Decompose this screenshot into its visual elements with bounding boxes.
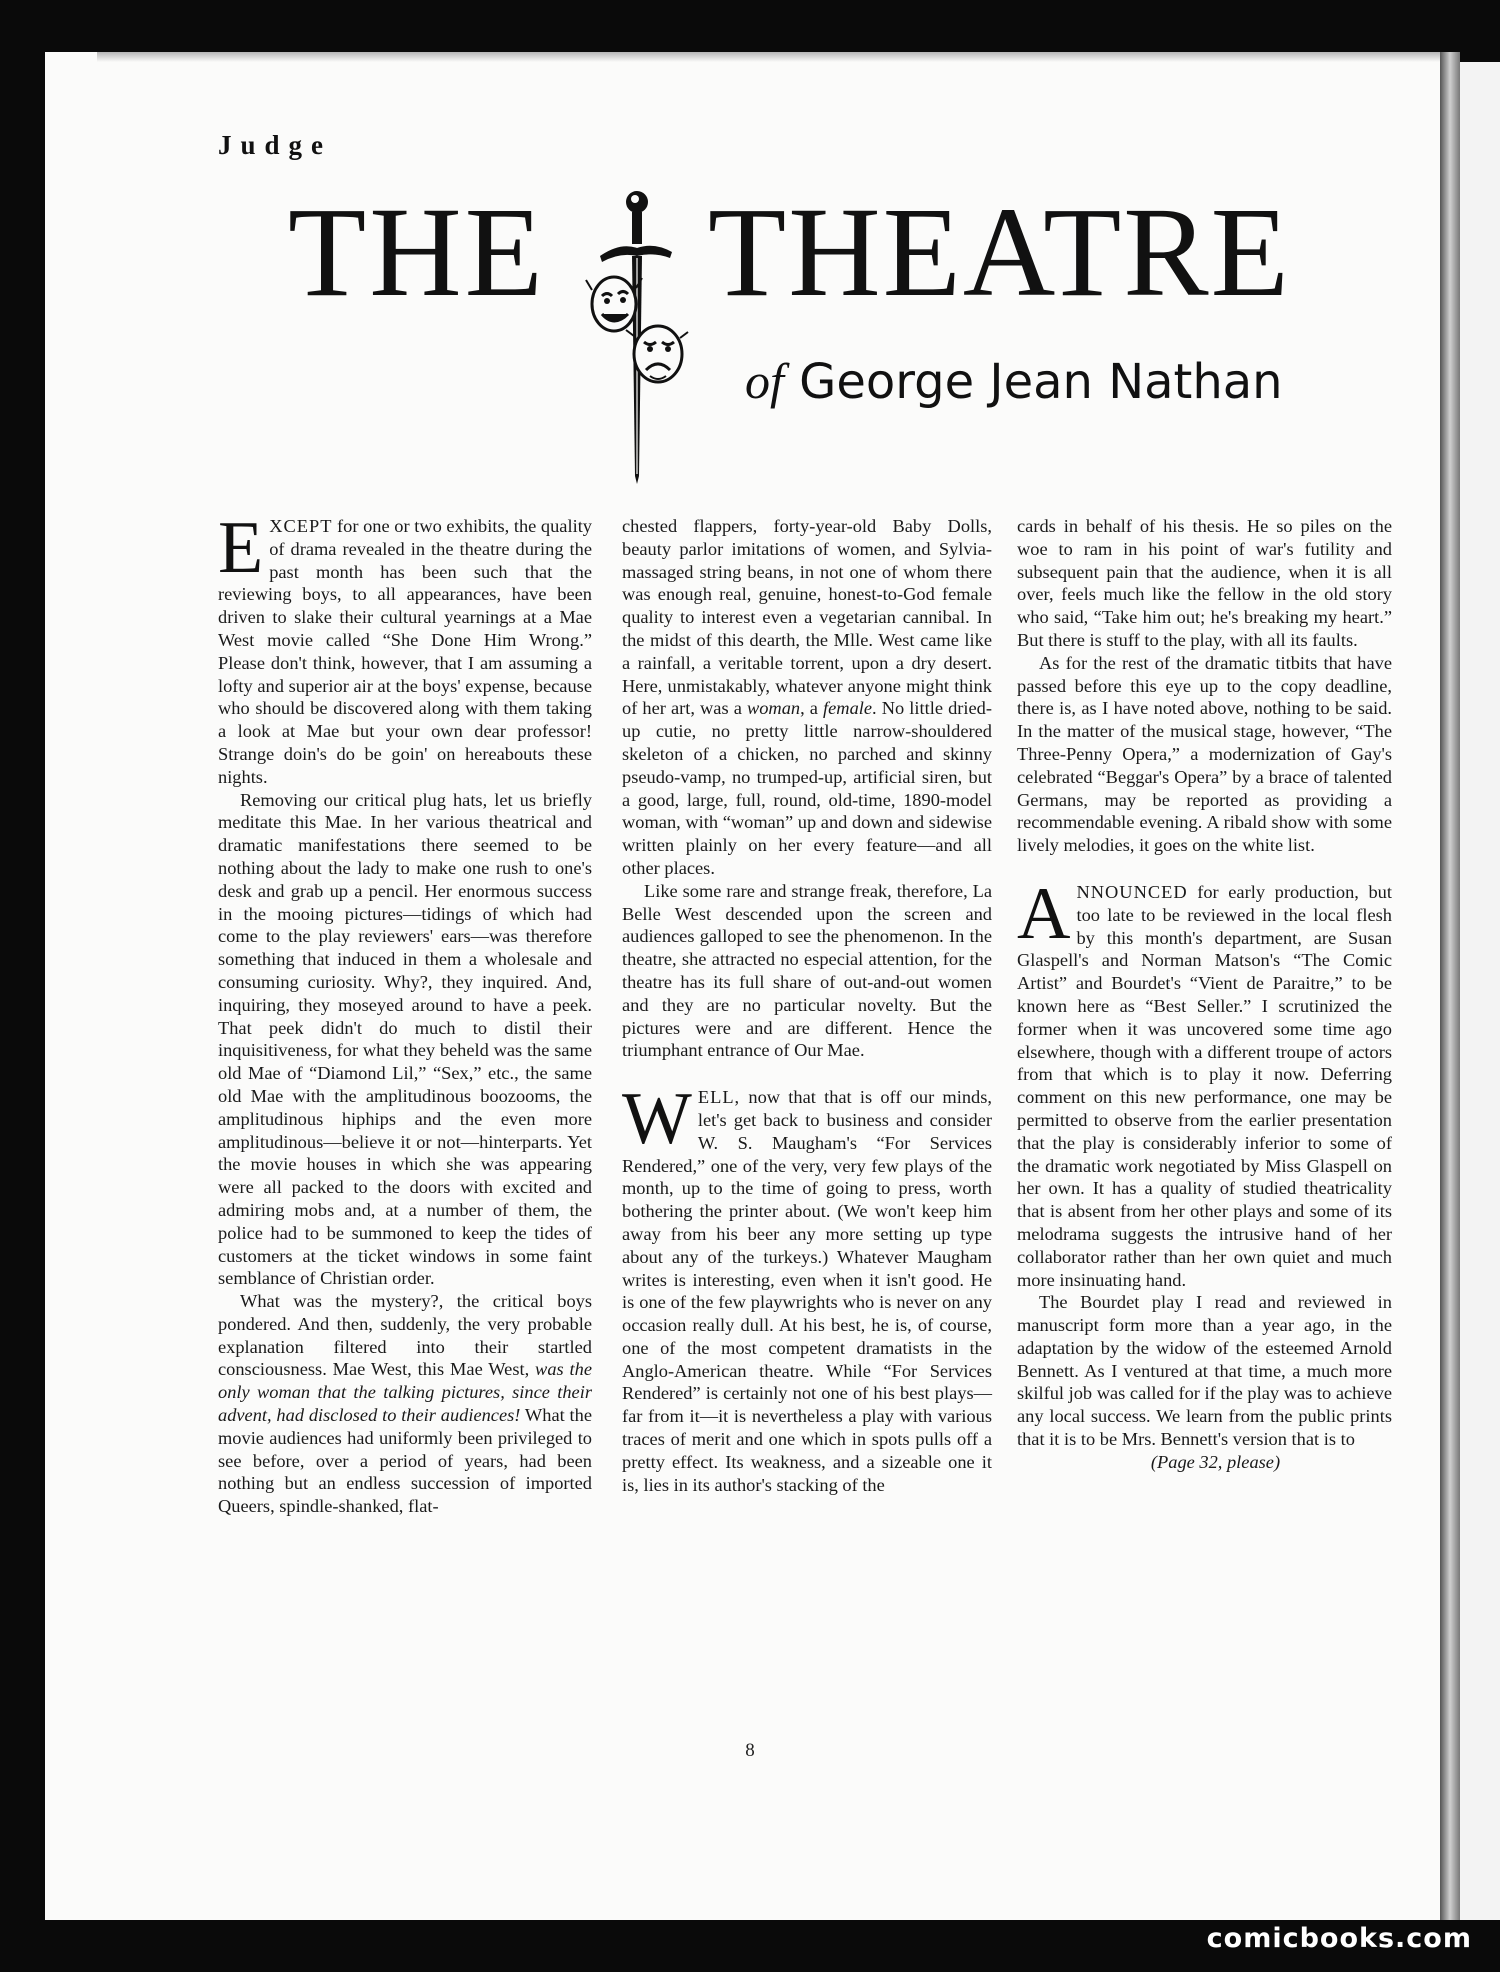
binding-spine bbox=[1440, 52, 1460, 1920]
paragraph bbox=[218, 1290, 592, 1518]
lead-in: NNOUNCED bbox=[1076, 881, 1188, 902]
italic-text: woman bbox=[746, 698, 801, 719]
facing-page-edge bbox=[1460, 62, 1500, 1920]
section-break bbox=[1017, 857, 1392, 881]
paragraph-text: , a bbox=[800, 698, 824, 719]
paragraph bbox=[622, 515, 992, 880]
paragraph bbox=[622, 1078, 992, 1496]
paragraph-text: for early production, but too late to be reviewed in the local flesh by this month's department, are Susan Glaspell's and Norman Matson's “The Comic Artist” and Bourdet's “Vient de Paraitre,” to be known here as “Best Seller.” I scrutinized the former when it was uncovered some time ago elsewhere, though with a different troupe of actors from that which is to play it now. Deferring comment on this new performance, one may be permitted to observe from the earlier presentation that the play is considerably inferior to some of the dramatic work negotiated by Miss Glaspell on her own. It has a quality of studied theatricality that is absent from her other plays and some of its melodrama suggests the intrusive hand of her collaborator rather than her own quiet and much more insinuating hand. bbox=[1017, 881, 1392, 1290]
paragraph bbox=[218, 507, 592, 789]
continued-on-page: (Page 32, please) bbox=[1150, 1451, 1281, 1472]
paragraph-text: What the movie audiences had uniformly been privileged to see before, over a period of years, had been nothing but an endless succession of imported Queers, spindle-shanked, flat- bbox=[218, 1405, 593, 1517]
paragraph-text: for one or two exhibits, the quality of drama revealed in the theatre during the past month has been such that the reviewing boys, to all appearances, have been driven to slake their cultural yearnings at a Mae West movie called “She Done Him Wrong.” Please don't think, however, that I am assuming a lofty and superior air at the boys' expense, because who should be discovered along with them taking a look at Mae but your own dear professor! Strange doin's do be goin' on hereabouts these nights. bbox=[218, 516, 592, 787]
lead-in: ELL, bbox=[697, 1087, 741, 1108]
paragraph bbox=[1017, 872, 1392, 1291]
paragraph-text: chested flappers, forty-year-old Baby Dolls, beauty parlor imitations of women, and Sylvia-massaged string beans, in not one of whom there was enough real, genuine, honest-to-God female quality to interest even a vegetarian cannibal. In the midst of this dearth, the Mlle. West came like a rainfall, a veritable torrent, upon a dry desert. Here, unmistakably, whatever anyone might think of her art, was a bbox=[622, 516, 992, 719]
byline-of: of bbox=[745, 353, 784, 409]
magazine-masthead: Judge bbox=[218, 130, 333, 160]
headline-theatre: THEATRE bbox=[708, 181, 1291, 323]
paragraph: Like some rare and strange freak, therefore, La Belle West descended upon the screen and audiences galloped to see the phenomenon. In the theatre, she attracted no especial attention, for the theatre has its full share of out-and-out women and they are no particular novelty. But the pictures were and are different. Hence the triumphant entrance of Our Mae. bbox=[622, 880, 992, 1061]
page-number: 8 bbox=[745, 1740, 755, 1761]
paragraph-text: . No little dried-up cutie, no pretty little narrow-shouldered skeleton of a chicken, no parched and skinny pseudo-vamp, no trumped-up, artificial siren, but a good, large, full, round, old-time, 1890-model woman, with “woman” up and down and sidewise written plainly on her every feature—and all other places. bbox=[622, 698, 992, 878]
text-column-1 bbox=[218, 507, 593, 1518]
paragraph: As for the rest of the dramatic titbits that have passed before this eye up to the copy deadline, there is, as I have noted above, nothing to be said. In the matter of the musical stage, however, “The Three-Penny Opera,” a modernization of Gay's celebrated “Beggar's Opera” by a brace of talented Germans, may be reported as providing a recommendable evening. A ribald show with some lively melodies, it goes on the white list. bbox=[1017, 652, 1392, 856]
paragraph-text: now that that is off our minds, let's get back to business and consider W. S. Maugham's “For Services Rendered,” one of the very, very few plays of the month, up to the time of going to press, worth bothering the printer about. (We won't keep him away from his beer any more setting up type about any of the turkeys.) Whatever Maugham writes is interesting, even when it isn't good. He is one of the few playwrights who is never on any occasion really dull. At his best, he is, of course, one of the most competent dramatists in the Anglo-American theatre. While “For Services Rendered” is certainly not one of his best plays—far from it—it is nevertheless a play with various traces of merit and one which in spots pulls off a pretty effect. Its weakness, and a sizeable one it is, lies in its author's stacking of the bbox=[622, 1087, 992, 1495]
lead-in: XCEPT bbox=[269, 516, 333, 536]
byline bbox=[745, 352, 1283, 410]
paragraph: Removing our critical plug hats, let us briefly meditate this Mae. In her various theatrical and dramatic manifestations there seemed to be nothing about the lady to make one rush to one's desk and grab up a pencil. Her enormous success in the mooing pictures—tidings of which had come to the play reviewers' ears—was therefore something that induced in them a wholesale and consuming curiosity. Why?, they inquired. And, inquiring, they moseyed around to have a peek. That peek didn't do much to distil their inquisitiveness, for what they beheld was the same old Mae of “Diamond Lil,” “Sex,” etc., the same old Mae with the amplitudinous boozooms, the amplitudinous hiphips and the even more amplitudinous—believe it or not—hinterparts. Yet the movie houses in which she was appearing were all packed to the doors with excited and admiring mobs and, at a number of them, the police had to be summoned to keep the tides of customers at the ticket windows in some faint semblance of Christian order. bbox=[218, 789, 592, 1289]
dagger-masks-emblem-icon bbox=[580, 186, 690, 486]
drop-cap: A bbox=[1017, 872, 1071, 955]
page-top-shadow bbox=[97, 52, 1440, 62]
text-column-2 bbox=[622, 515, 992, 1496]
site-watermark: comicbooks.com bbox=[1206, 1923, 1472, 1954]
paragraph: cards in behalf of his thesis. He so piles on the woe to ram in his point of war's futility and subsequent pain that the audience, when it is all over, feels much like the fellow in the old story who said, “Take him out; he's breaking my heart.” But there is stuff to the play, with all its faults. bbox=[1017, 516, 1392, 650]
paragraph: The Bourdet play I read and reviewed in manuscript form more than a year ago, in the adaptation by the widow of the esteemed Arnold Bennett. As I ventured at that time, a much more skilful job was called for if the play was to achieve any local success. We learn from the public prints that it is to be Mrs. Bennett's version that is to bbox=[1017, 1292, 1392, 1450]
author-name: George Jean Nathan bbox=[799, 354, 1283, 410]
headline-the: THE bbox=[288, 181, 546, 323]
italic-text: female bbox=[823, 698, 873, 719]
drop-cap: W bbox=[622, 1078, 692, 1161]
paragraph-text: What was the mystery?, the critical boys pondered. And then, suddenly, the very probable explanation filtered into their startled consciousness. Mae West, this Mae West, bbox=[218, 1291, 592, 1380]
italic-text: was the only woman that the talking pictures, since their advent, had disclosed to their audiences! bbox=[218, 1359, 592, 1426]
text-column-3 bbox=[1017, 515, 1392, 1474]
drop-cap: E bbox=[218, 507, 264, 589]
